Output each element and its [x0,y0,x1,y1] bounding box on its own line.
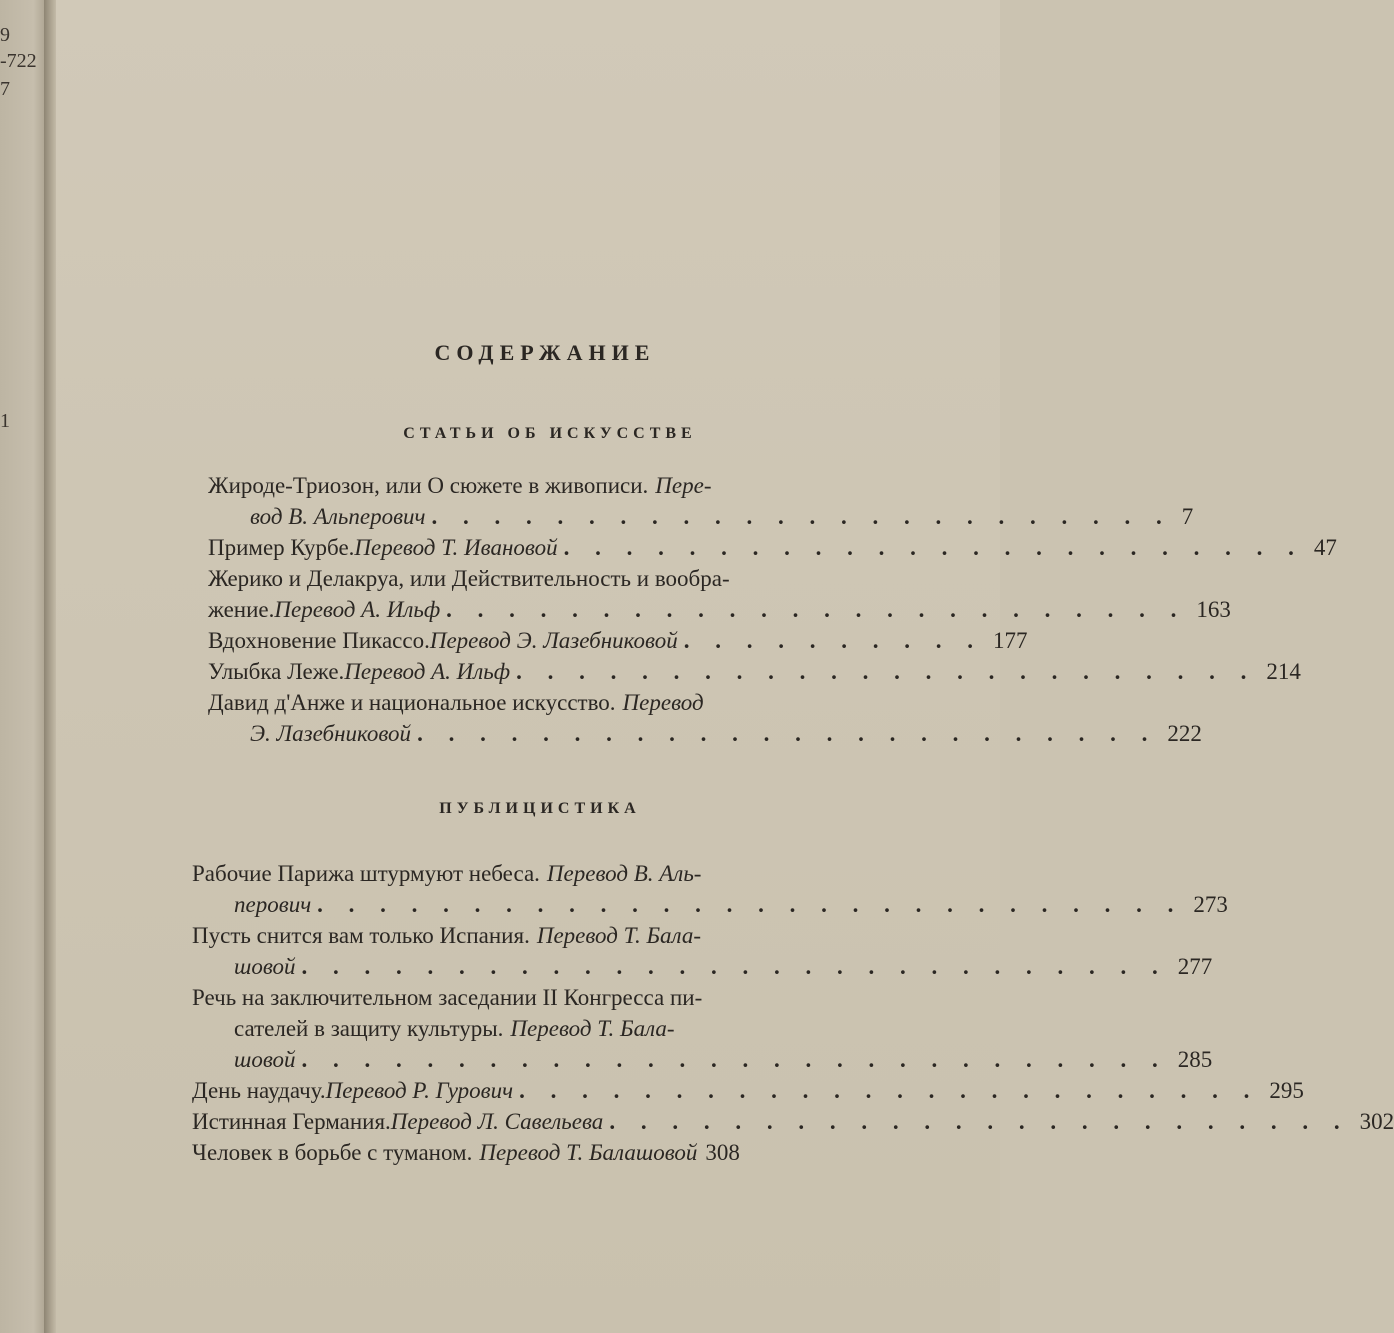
leader-dots: . . . . . . . . . . . . . . . . . . . . . . . . [516,659,1257,684]
entry-page-number: 308 [705,1140,740,1165]
entry-translation: Перевод Л. Савельева [390,1109,604,1134]
entry-translation: Перевод Э. Лазебниковой [429,628,678,653]
entry-title: Рабочие Парижа штурмуют небеса. [192,861,540,886]
toc-entry [208,532,1337,563]
toc-entry [208,687,1202,749]
entry-title: Человек в борьбе с туманом. [192,1140,473,1165]
section-articles-entries [208,470,1337,749]
section-title-articles: СТАТЬИ ОБ ИСКУССТВЕ [403,425,697,442]
entry-translation: Перевод Т. Бала- [536,923,701,948]
toc-entry [192,982,1213,1075]
entry-translation: Перевод Т. Бала- [510,1016,675,1041]
entry-page-number: 214 [1266,659,1301,684]
left-page-edge [0,0,48,1333]
entry-page-number: 177 [992,628,1028,653]
entry-translation: шовой [234,954,296,979]
toc-entry [192,858,1228,920]
entry-page-number: 285 [1177,1047,1213,1072]
section-journalism-entries [192,858,1394,1168]
entry-title: сателей в защиту культуры. [234,1016,504,1041]
toc-entry [192,1137,906,1168]
entry-translation: Перевод Т. Балашовой [479,1140,698,1165]
entry-page-number: 163 [1196,597,1231,622]
leader-dots: . . . . . . . . . . [683,628,983,653]
entry-title: Пример Курбе. [208,535,355,560]
entry-translation: Перевод [622,690,704,715]
leader-dots: . . . . . . . . . . . . . . . . . . . . . . . . . . . . [317,892,1184,917]
entry-title: жение. [208,597,275,622]
entry-page-number: 277 [1177,954,1213,979]
entry-translation: Перевод А. Ильф [344,659,511,684]
entry-page-number: 47 [1313,535,1337,560]
margin-fragment: -722 [0,50,37,72]
leader-dots: . . . . . . . . . . . . . . . . . . . . . . . . [519,1078,1260,1103]
toc-entry [192,920,1213,982]
section-title-journalism: ПУБЛИЦИСТИКА [439,800,641,817]
entry-translation: шовой [234,1047,296,1072]
entry-page-number: 273 [1193,892,1228,917]
entry-title: Пусть снится вам только Испания. [192,923,530,948]
entry-title: Речь на заключительном заседании II Конгресса пи- [192,985,703,1010]
entry-translation: Пере- [655,473,712,498]
entry-translation: перович [234,892,312,917]
entry-page-number: 295 [1269,1078,1304,1103]
entry-translation: вод В. Альперович [250,504,426,529]
entry-page-number: 7 [1181,504,1194,529]
toc-entry [192,1106,1394,1137]
entry-title: Жерико и Делакруа, или Действительность и вообра- [208,566,730,591]
leader-dots: . . . . . . . . . . . . . . . . . . . . . . . . [563,535,1304,560]
entry-title: Улыбка Леже. [208,659,345,684]
leader-dots: . . . . . . . . . . . . . . . . . . . . . . . . . . . . [301,1047,1168,1072]
leader-dots: . . . . . . . . . . . . . . . . . . . . . . . . [609,1109,1350,1134]
toc-entry [208,470,1194,532]
entry-translation: Перевод Р. Гурович [325,1078,514,1103]
leader-dots: . . . . . . . . . . . . . . . . . . . . . . . . [446,597,1187,622]
entry-title: Жироде-Триозон, или О сюжете в живописи. [208,473,649,498]
entry-translation: Перевод Т. Ивановой [354,535,558,560]
entry-page-number: 222 [1167,721,1202,746]
margin-fragment: 7 [0,78,10,100]
entry-title: Вдохновение Пикассо. [208,628,430,653]
entry-page-number: 302 [1359,1109,1394,1134]
entry-title: Давид д'Анже и национальное искусство. [208,690,616,715]
leader-dots: . . . . . . . . . . . . . . . . . . . . . . . . [417,721,1158,746]
leader-dots: . . . . . . . . . . . . . . . . . . . . . . . . [431,504,1172,529]
toc-entry [192,1075,1304,1106]
entry-translation: Перевод А. Ильф [274,597,441,622]
entry-title: Истинная Германия. [192,1109,391,1134]
entry-translation: Перевод В. Аль- [546,861,702,886]
margin-fragment: 9 [0,24,10,46]
margin-fragment: 1 [0,410,10,432]
leader-dots: . . . . . . . . . . . . . . . . . . . . . . . . . . . . [301,954,1168,979]
toc-entry [208,656,1301,687]
toc-entry [208,563,1231,625]
entry-translation: Э. Лазебниковой [250,721,412,746]
toc-entry [208,625,1028,656]
toc-title: СОДЕРЖАНИЕ [434,340,656,365]
entry-title: День наудачу. [192,1078,326,1103]
